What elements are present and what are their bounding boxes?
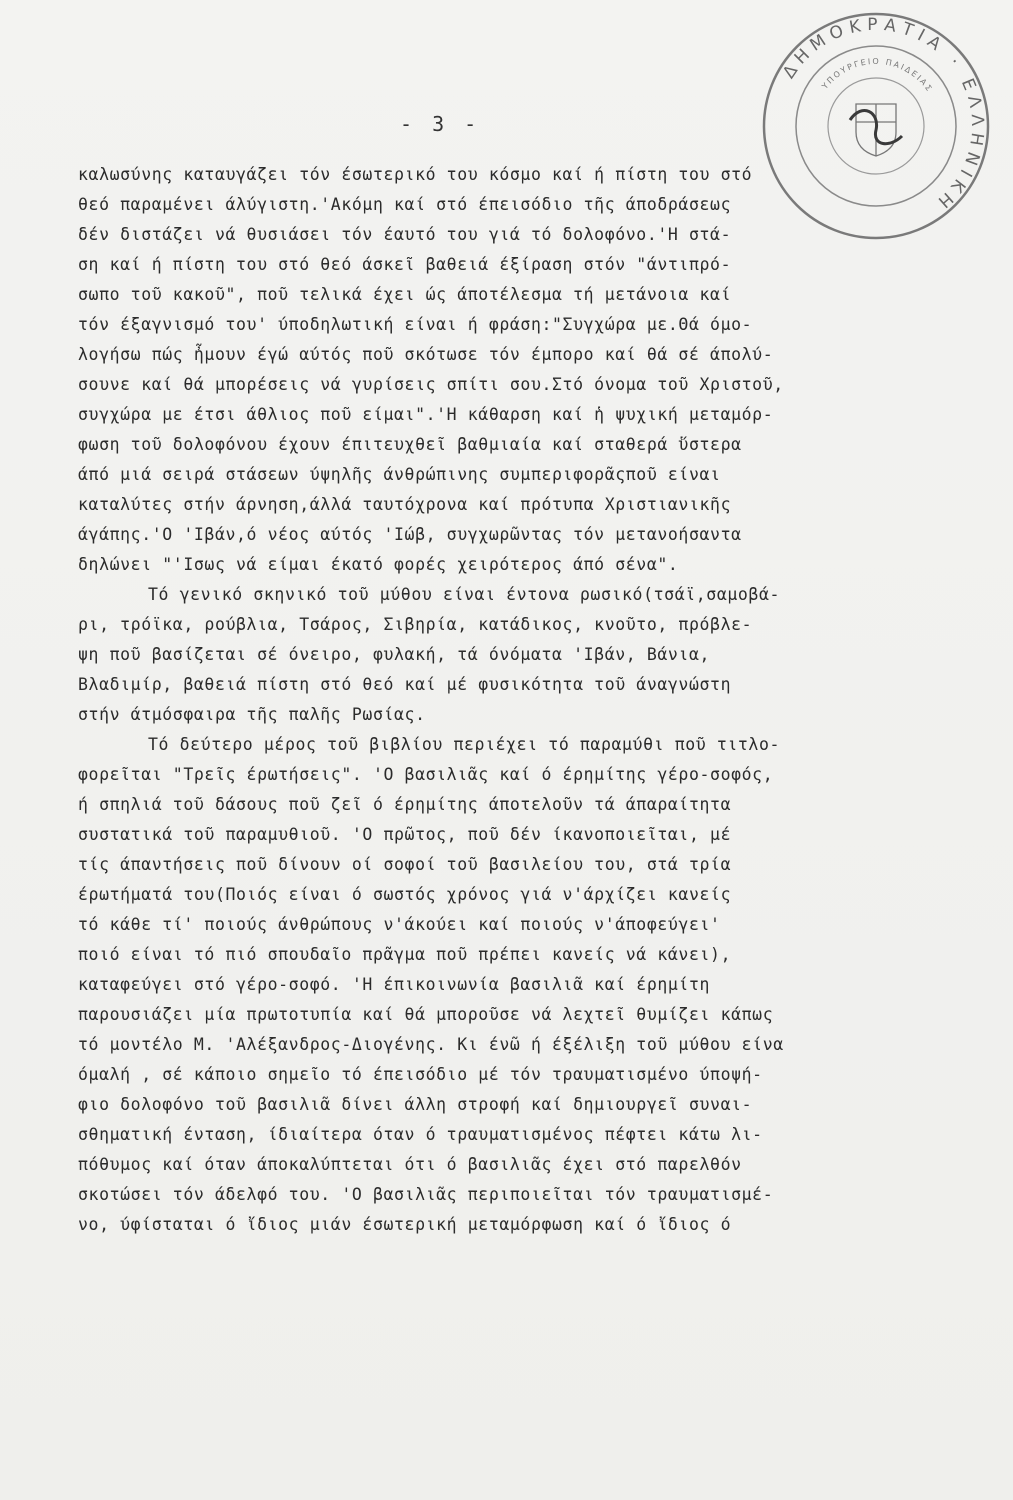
text-line: ρι, τρόϊκα, ρούβλια, Τσάρος, Σιβηρία, κατάδικος, κνοῦτο, πρόβλε- bbox=[78, 615, 753, 634]
text-line: σωπο τοῦ κακοῦ", ποῦ τελικά έχει ώς άποτέλεσμα τή μετάνοια καί bbox=[78, 285, 732, 304]
text-line: σθηματική ένταση, ίδιαίτερα όταν ό τραυματισμένος πέφτει κάτω λι- bbox=[78, 1125, 763, 1144]
text-line: τίς άπαντήσεις ποῦ δίνουν οί σοφοί τοῦ βασιλείου του, στά τρία bbox=[78, 855, 732, 874]
text-line: Βλαδιμίρ, βαθειά πίστη στό θεό καί μέ φυσικότητα τοῦ άναγνώστη bbox=[78, 675, 732, 694]
text-line: Τό δεύτερο μέρος τοῦ βιβλίου περιέχει τό παραμύθι ποῦ τιτλο- bbox=[148, 735, 781, 754]
text-line: ποιό είναι τό πιό σπουδαῖο πρᾶγμα ποῦ πρέπει κανείς νά κάνει), bbox=[78, 945, 732, 964]
text-line: άγάπης.'Ο 'Ιβάν,ό νέος αύτός 'Ιώβ, συγχωρῶντας τόν μετανοήσαντα bbox=[78, 525, 742, 544]
text-line: τό μοντέλο Μ. 'Αλέξανδρος-Διογένης. Κι ένῶ ή έξέλιξη τοῦ μύθου είνα bbox=[78, 1035, 784, 1054]
text-line: δέν διστάζει νά θυσιάσει τόν έαυτό του γιά τό δολοφόνο.'Η στά- bbox=[78, 225, 732, 244]
text-line: φιο δολοφόνο τοῦ βασιλιᾶ δίνει άλλη στροφή καί δημιουργεῖ συναι- bbox=[78, 1095, 753, 1114]
text-line: πόθυμος καί όταν άποκαλύπτεται ότι ό βασιλιᾶς έχει στό παρελθόν bbox=[78, 1155, 742, 1174]
text-line: καλωσύνης καταυγάζει τόν έσωτερικό του κόσμο καί ή πίστη του στό bbox=[78, 165, 753, 184]
svg-text:ΥΠΟΥΡΓΕΙΟ ΠΑΙΔΕΙΑΣ: ΥΠΟΥΡΓΕΙΟ ΠΑΙΔΕΙΑΣ bbox=[820, 56, 935, 95]
text-line: καταφεύγει στό γέρο-σοφό. 'Η έπικοινωνία βασιλιᾶ καί έρημίτη bbox=[78, 975, 711, 994]
text-line: νο, ύφίσταται ό ἴδιος μιάν έσωτερική μεταμόρφωση καί ό ἴδιος ό bbox=[78, 1215, 732, 1234]
text-line: ή σπηλιά τοῦ δάσους ποῦ ζεῖ ό έρημίτης άποτελοῦν τά άπαραίτητα bbox=[78, 795, 732, 814]
text-line: ψη ποῦ βασίζεται σέ όνειρο, φυλακή, τά όνόματα 'Ιβάν, Βάνια, bbox=[78, 645, 711, 664]
text-line: ση καί ή πίστη του στό θεό άσκεῖ βαθειά έξίραση στόν "άντιπρό- bbox=[78, 255, 732, 274]
text-line: φωση τοῦ δολοφόνου έχουν έπιτευχθεῖ βαθμιαία καί σταθερά ὕστερα bbox=[78, 435, 742, 454]
text-line: συστατικά τοῦ παραμυθιοῦ. 'Ο πρῶτος, ποῦ δέν ίκανοποιεῖται, μέ bbox=[78, 825, 732, 844]
text-line: σκοτώσει τόν άδελφό του. 'Ο βασιλιᾶς περιποιεῖται τόν τραυματισμέ- bbox=[78, 1185, 774, 1204]
svg-text:ΔΗΜΟΚΡΑΤΙΑ · ΕΛΛΗΝΙΚΗ: ΔΗΜΟΚΡΑΤΙΑ · ΕΛΛΗΝΙΚΗ bbox=[779, 14, 988, 216]
text-line: άπό μιά σειρά στάσεων ύψηλῆς άνθρώπινης συμπεριφορᾶςποῦ είναι bbox=[78, 465, 721, 484]
text-line: τόν έξαγνισμό του' ύποδηλωτική είναι ή φράση:"Συγχώρα με.Θά όμο- bbox=[78, 315, 753, 334]
text-line: παρουσιάζει μία πρωτοτυπία καί θά μποροῦσε νά λεχτεῖ θυμίζει κάπως bbox=[78, 1005, 774, 1024]
text-line: στήν άτμόσφαιρα τῆς παλῆς Ρωσίας. bbox=[78, 705, 426, 724]
text-line: όμαλή , σέ κάποιο σημεῖο τό έπεισόδιο μέ τόν τραυματισμένο ύποψή- bbox=[78, 1065, 763, 1084]
typed-text-body bbox=[78, 160, 988, 1240]
page-number: - 3 - bbox=[400, 112, 481, 136]
text-line: τό κάθε τί' ποιούς άνθρώπους ν'άκούει καί ποιούς ν'άποφεύγει' bbox=[78, 915, 721, 934]
text-line: λογήσω πώς ἦμουν έγώ αύτός ποῦ σκότωσε τόν έμπορο καί θά σέ άπολύ- bbox=[78, 345, 774, 364]
text-line: δηλώνει "'Ισως νά είμαι έκατό φορές χειρότερος άπό σένα". bbox=[78, 555, 679, 574]
text-line: συγχώρα με έτσι άθλιος ποῦ είμαι".'Η κάθαρση καί ἡ ψυχική μεταμόρ- bbox=[78, 405, 774, 424]
text-line: καταλύτες στήν άρνηση,άλλά ταυτόχρονα καί πρότυπα Χριστιανικῆς bbox=[78, 495, 732, 514]
text-line: θεό παραμένει άλύγιστη.'Ακόμη καί στό έπεισόδιο τῆς άποδράσεως bbox=[78, 195, 732, 214]
text-line: έρωτήματά του(Ποιός είναι ό σωστός χρόνος γιά ν'άρχίζει κανείς bbox=[78, 885, 732, 904]
text-line: Τό γενικό σκηνικό τοῦ μύθου είναι έντονα ρωσικό(τσάϊ,σαμοβά- bbox=[148, 585, 781, 604]
text-line: φορεῖται "Τρεῖς έρωτήσεις". 'Ο βασιλιᾶς καί ό έρημίτης γέρο-σοφός, bbox=[78, 765, 774, 784]
text-line: σουνε καί θά μπορέσεις νά γυρίσεις σπίτι σου.Στό όνομα τοῦ Χριστοῦ, bbox=[78, 375, 784, 394]
